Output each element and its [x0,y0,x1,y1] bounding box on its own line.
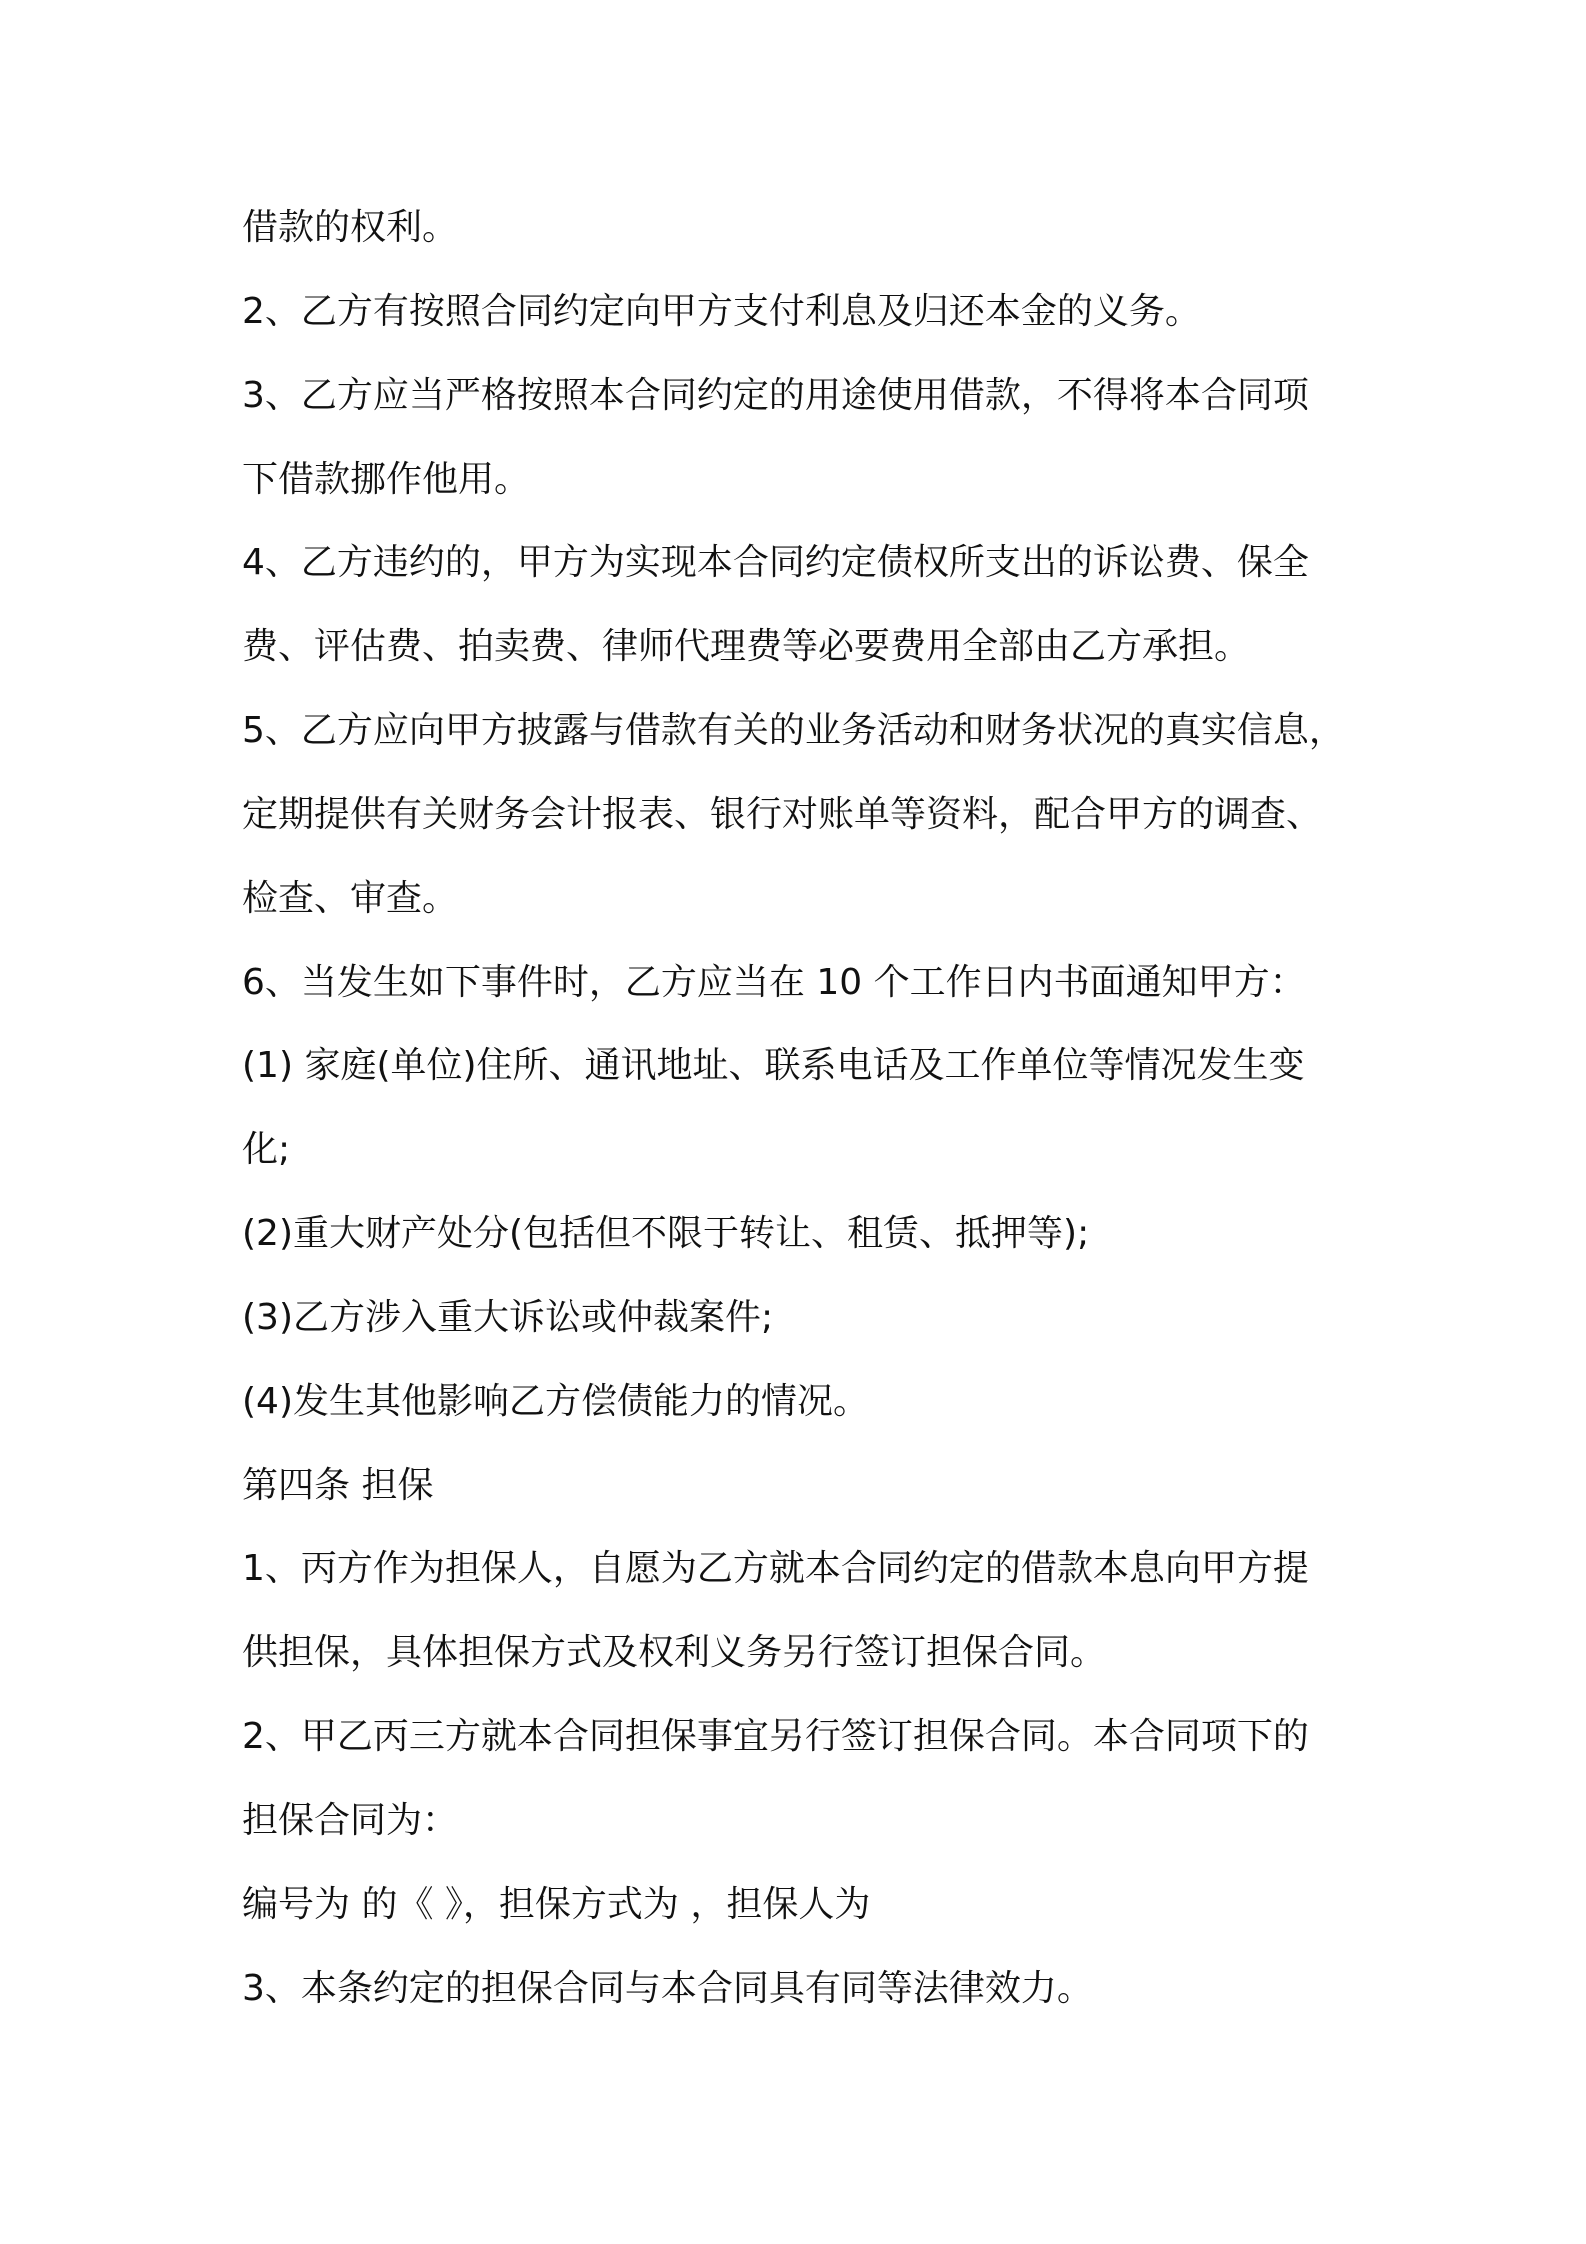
text-line: 2、乙方有按照合同约定向甲方支付利息及归还本金的义务。 [242,291,1201,332]
text-line: 编号为 的《 》，担保方式为 ，担保人为 [242,1884,871,1925]
text-line: 定期提供有关财务会计报表、银行对账单等资料，配合甲方的调查、 [242,794,1323,835]
text-line: (4)发生其他影响乙方偿债能力的情况。 [242,1381,869,1422]
text-line: 2、甲乙丙三方就本合同担保事宜另行签订担保合同。本合同项下的 [242,1716,1309,1757]
section-heading: 第四条 担保 [242,1465,434,1506]
text-line: 化; [242,1129,291,1170]
text-line: 下借款挪作他用。 [242,459,531,500]
text-line: (2)重大财产处分(包括但不限于转让、租赁、抵押等); [242,1213,1090,1254]
text-line: 3、本条约定的担保合同与本合同具有同等法律效力。 [242,1968,1093,2009]
text-line: 供担保，具体担保方式及权利义务另行签订担保合同。 [242,1632,1107,1673]
text-line: 担保合同为： [242,1800,459,1841]
text-line: 借款的权利。 [242,207,459,248]
text-line: 6、当发生如下事件时，乙方应当在 10 个工作日内书面通知甲方： [242,962,1306,1003]
text-line: 5、乙方应向甲方披露与借款有关的业务活动和财务状况的真实信息， [242,710,1345,751]
text-line: 检查、审查。 [242,878,459,919]
text-line: 3、乙方应当严格按照本合同约定的用途使用借款，不得将本合同项 [242,375,1309,416]
text-line: 1、丙方作为担保人，自愿为乙方就本合同约定的借款本息向甲方提 [242,1548,1309,1589]
text-line: 费、评估费、拍卖费、律师代理费等必要费用全部由乙方承担。 [242,626,1251,667]
text-line: (3)乙方涉入重大诉讼或仲裁案件; [242,1297,774,1338]
text-line: 4、乙方违约的，甲方为实现本合同约定债权所支出的诉讼费、保全 [242,542,1309,583]
text-line: (1) 家庭(单位)住所、通讯地址、联系电话及工作单位等情况发生变 [242,1045,1305,1086]
